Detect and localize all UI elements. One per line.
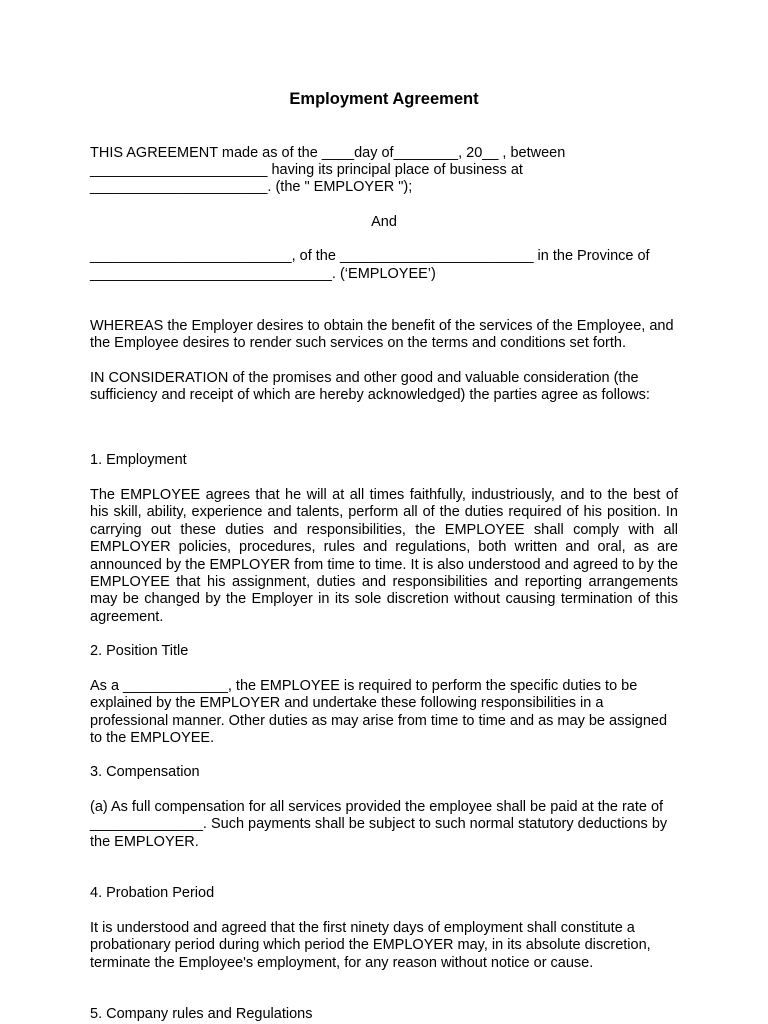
section-heading-employment: 1. Employment bbox=[90, 452, 187, 468]
section-heading-compensation: 3. Compensation bbox=[90, 764, 200, 780]
section-body-probation: It is understood and agreed that the first ninety days of employment shall constitute a probationary period during which period the EMPLOYER may, in its absolute discretion, terminate the Employee's employment, for any reason without notice or cause. bbox=[90, 920, 651, 971]
and-separator: And bbox=[371, 214, 397, 230]
employee-line-1: _________________________, of the ________________________ in the Province of bbox=[90, 248, 650, 264]
section-heading-position-title: 2. Position Title bbox=[90, 643, 189, 659]
section-body-compensation: (a) As full compensation for all services provided the employee shall be paid at the rate of ______________. Such payments shall be subject to such normal statutory deductions by the EMPLOYER. bbox=[90, 799, 668, 850]
preamble-line-3: ______________________. (the " EMPLOYER "); bbox=[90, 179, 413, 195]
section-body-position-title: As a _____________, the EMPLOYEE is required to perform the specific duties to be explained by the EMPLOYER and undertake these following responsibilities in a professional manner. Other duties as may arise from time to time and as may be assigned to the EMPLOYEE. bbox=[90, 678, 668, 747]
preamble-line-2: ______________________ having its principal place of business at bbox=[90, 162, 523, 178]
consideration-clause: IN CONSIDERATION of the promises and other good and valuable consideration (the sufficiency and receipt of which are hereby acknowledged) the parties agree as follows: bbox=[90, 370, 650, 404]
employee-line-2: ______________________________. (‘EMPLOYEE’) bbox=[90, 266, 436, 282]
document-title: Employment Agreement bbox=[289, 90, 479, 108]
section-heading-company-rules: 5. Company rules and Regulations bbox=[90, 1006, 313, 1022]
preamble-line-1: THIS AGREEMENT made as of the ____day of________, 20__ , between bbox=[90, 145, 566, 161]
section-body-employment: The EMPLOYEE agrees that he will at all times faithfully, industriously, and to the best of his skill, ability, experience and talents, perform all of the duties required of his position. In carrying out these duties and responsibilities, the EMPLOYEE shall comply with all EMPLOYER policies, procedures, rules and regulations, both written and oral, as are announced by the EMPLOYER from time to time. It is also understood and agreed to by the EMPLOYEE that his assignment, duties and responsibilities and reporting arrangements may be changed by the Employer in its sole discretion without causing termination of this agreement. bbox=[90, 487, 678, 625]
section-heading-probation: 4. Probation Period bbox=[90, 885, 215, 901]
whereas-clause: WHEREAS the Employer desires to obtain the benefit of the services of the Employee, and the Employee desires to render such services on the terms and conditions set forth. bbox=[90, 318, 674, 352]
